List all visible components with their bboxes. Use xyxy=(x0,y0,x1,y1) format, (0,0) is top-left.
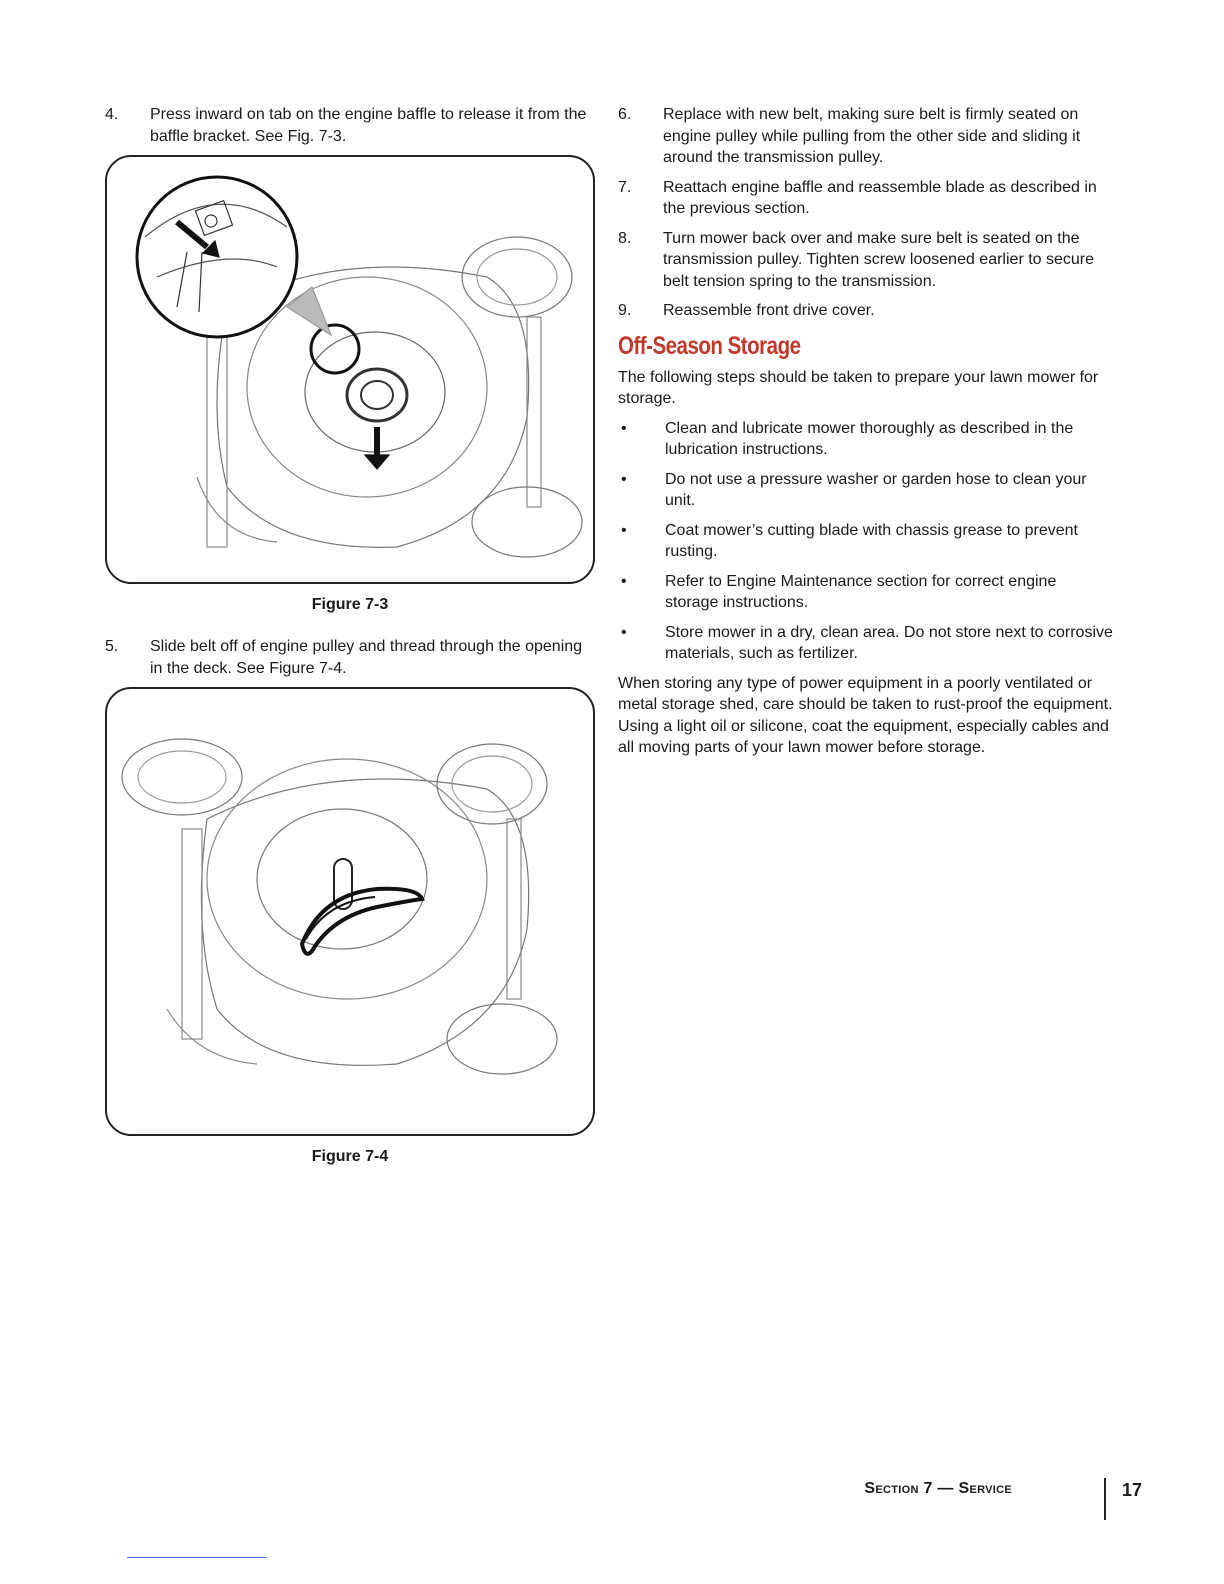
step-6 xyxy=(618,104,1113,169)
figure-7-3-caption: Figure 7-3 xyxy=(311,596,389,613)
step-text: Press inward on tab on the engine baffle to release it from the baffle bracket. See Fig. 7-3. xyxy=(150,106,587,145)
page-footer xyxy=(864,1478,1150,1518)
bullet-marker: • xyxy=(621,419,627,437)
bullet-text: Refer to Engine Maintenance section for correct engine storage instructions. xyxy=(665,572,1057,611)
bullet-marker: • xyxy=(621,572,627,590)
step-number: 7. xyxy=(618,178,632,196)
step-5 xyxy=(105,636,595,679)
left-column xyxy=(105,104,595,1188)
step-text: Reassemble front drive cover. xyxy=(663,302,875,319)
bullet-text: Do not use a pressure washer or garden hose to clean your unit. xyxy=(665,470,1087,509)
step-number: 5. xyxy=(105,638,119,655)
closing-paragraph: When storing any type of power equipment in a poorly ventilated or metal storage shed, care should be taken to rust-proof the equipment. Using a light oil or silicone, coat the equipment, especially cables and all moving parts of your lawn mower before storage. xyxy=(618,674,1113,756)
link-underline xyxy=(127,1557,267,1558)
step-text: Replace with new belt, making sure belt is firmly seated on engine pulley while pulling from the other side and sliding it around the transmission pulley. xyxy=(663,106,1081,166)
step-number: 6. xyxy=(618,106,632,123)
footer-section-label: Section 7 — Service xyxy=(864,1480,1012,1497)
footer-divider xyxy=(1104,1478,1106,1520)
bullet-marker: • xyxy=(621,623,627,641)
figure-7-4-illustration xyxy=(105,687,595,1136)
step-number: 4. xyxy=(105,106,119,123)
bullet-text: Coat mower’s cutting blade with chassis grease to prevent rusting. xyxy=(665,521,1078,560)
step-text: Reattach engine baffle and reassemble blade as described in the previous section. xyxy=(663,178,1097,217)
bullet-text: Store mower in a dry, clean area. Do not store next to corrosive materials, such as fertilizer. xyxy=(665,623,1113,662)
step-4 xyxy=(105,104,595,147)
intro-paragraph: The following steps should be taken to prepare your lawn mower for storage. xyxy=(618,368,1099,407)
step-8 xyxy=(618,228,1113,293)
step-text: Turn mower back over and make sure belt is seated on the transmission pulley. Tighten screw loosened earlier to secure belt tension spring to the transmission. xyxy=(663,229,1095,290)
figure-7-3-illustration xyxy=(105,155,595,584)
bullet-item xyxy=(618,418,1113,461)
step-number: 8. xyxy=(618,229,632,247)
bullet-marker: • xyxy=(621,470,627,488)
right-column xyxy=(618,104,1113,767)
step-text: Slide belt off of engine pulley and thread through the opening in the deck. See Figure 7-4. xyxy=(150,638,583,677)
step-7 xyxy=(618,177,1113,220)
step-number: 9. xyxy=(618,302,632,319)
bullet-item xyxy=(618,622,1113,665)
bullet-item xyxy=(618,469,1113,512)
page-number: 17 xyxy=(1122,1480,1143,1500)
bullet-marker: • xyxy=(621,521,627,539)
figure-7-4-caption: Figure 7-4 xyxy=(311,1148,389,1165)
step-9 xyxy=(618,300,1113,322)
bullet-item xyxy=(618,520,1113,563)
section-heading: Off-Season Storage xyxy=(618,331,801,360)
bullet-item xyxy=(618,571,1113,614)
bullet-text: Clean and lubricate mower thoroughly as described in the lubrication instructions. xyxy=(665,419,1074,458)
